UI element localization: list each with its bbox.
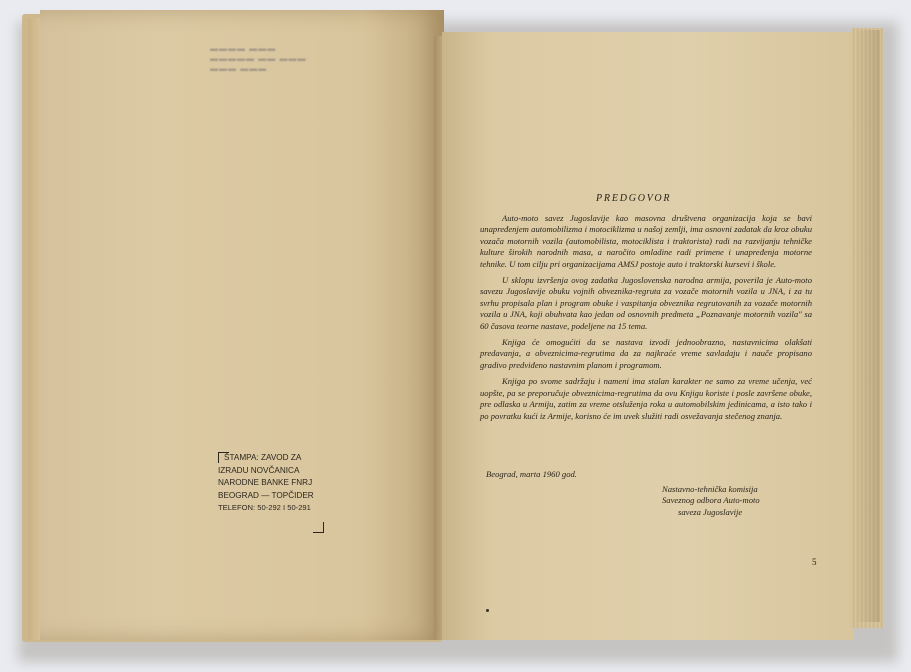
imprint-line: NARODNE BANKE FNRJ	[218, 478, 313, 487]
signature-line: Nastavno-tehnička komisija	[662, 484, 758, 494]
signature-block	[662, 484, 832, 518]
preface-paragraph: Knjiga će omogućiti da se nastava izvodi jednoobrazno, nastavnicima olakšati predavanja, a obveznicima-regrutima da za najkraće vreme savladaju i nauče propisano gradivo predviđeno nastavnim planom i programom.	[480, 337, 812, 370]
signature-line: Saveznog odbora Auto-moto	[662, 495, 760, 506]
imprint-line: TELEFON: 50-292 I 50-291	[218, 503, 311, 512]
page-number: 5	[812, 557, 817, 567]
right-cover-shade	[854, 30, 880, 622]
preface-paragraph: U sklopu izvršenja ovog zadatka Jugoslovenska narodna armija, poverila je Auto-moto savezu Jugoslavije obuku vojnih obveznika-regruta za vozače motornih vozila u JNA, i za tu svrhu propisala plan i program obuke i vaspitanja obveznika regrutovanih za vozače motornih vozila u JNA, koji obuhvata kao jedan od osnovnih predmeta „Poznavanje motornih vozila" sa 60 časova teorne nastave, podeljene na 15 tema.	[480, 275, 812, 331]
preface-body	[480, 213, 812, 427]
preface-paragraph: Knjiga po svome sadržaju i nameni ima stalan karakter ne samo za vreme učenja, već uopšte, pa se preporučuje obveznicima-regrutima da ovu Knjigu koriste i posle završene obuke, pre odlaska u Armiju, zatim za vreme otsluženja roka u automobilskim jedinicama, a isto tako i po povratku kući iz Armije, korisno će im uvek služiti radi osvežavanja stečenog znanja.	[480, 376, 812, 421]
signature-line: saveza Jugoslavije	[678, 506, 743, 517]
left-page	[40, 10, 444, 640]
imprint-line: ŠTAMPA: ZAVOD ZA	[224, 453, 302, 462]
page-title: PREDGOVOR	[596, 193, 672, 204]
preface-paragraph: Auto-moto savez Jugoslavije kao masovna društvena organizacija koja se bavi unapređenjem automobilizma i motociklizma u našoj zemlji, ima osnovni zadatak da kroz obuku vozača motornih vozila (automobilista, motociklista i traktorista) radi na razvijanju tehničke kulture širokih narodnih masa, a naročito omladine radi primene i unapređenja motorne tehnike. U tom cilju pri organizacijama AMSJ postoje auto i traktorski kursevi i škole.	[480, 213, 812, 269]
faded-ownership-stamp: ▬▬▬▬ ▬▬▬ ▬▬▬▬▬ ▬▬ ▬▬▬ ▬▬▬ ▬▬▬	[210, 44, 307, 73]
printer-imprint	[218, 452, 328, 532]
ink-speck	[486, 609, 489, 612]
imprint-line: IZRADU NOVČANICA	[218, 465, 300, 475]
imprint-line: BEOGRAD — TOPČIDER	[218, 490, 314, 500]
place-and-date: Beograd, marta 1960 god.	[486, 469, 577, 479]
